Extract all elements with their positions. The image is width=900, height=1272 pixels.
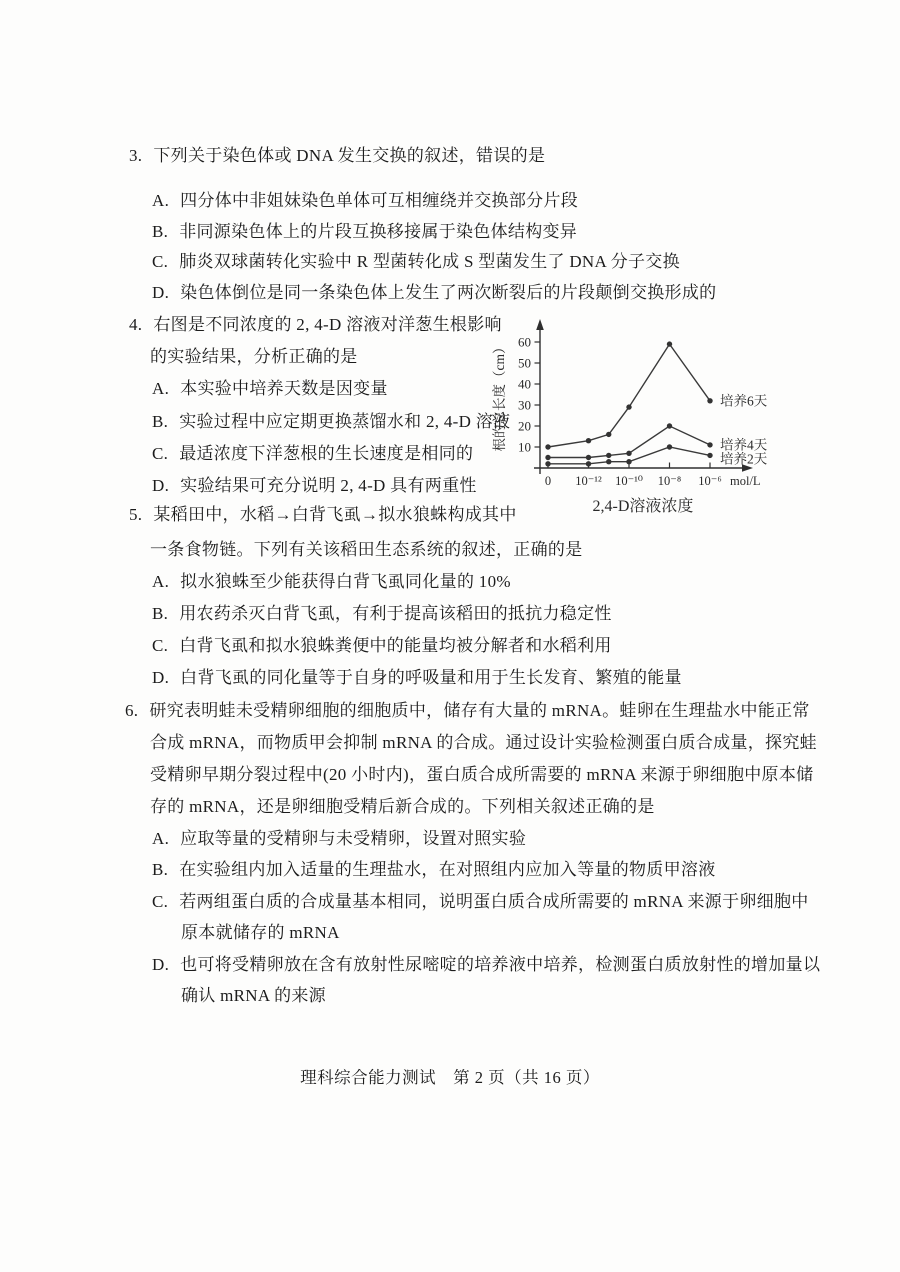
option-text: 非同源染色体上的片段互换移接属于染色体结构变异 xyxy=(179,222,578,241)
data-point xyxy=(545,455,550,460)
option-label: D. xyxy=(152,668,170,687)
x-tick-label: 10⁻¹⁰ xyxy=(615,474,643,488)
data-point xyxy=(606,432,611,437)
question-4-option-d xyxy=(152,476,477,496)
x-tick-label: 10⁻¹² xyxy=(575,474,602,488)
option-text: 拟水狼蛛至少能获得白背飞虱同化量的 10% xyxy=(180,572,511,591)
question-6-option-c-line2: 原本就储存的 mRNA xyxy=(181,923,340,942)
question-5-option-c xyxy=(152,636,612,656)
data-point xyxy=(667,423,672,428)
data-point xyxy=(626,451,631,456)
question-6-option-d xyxy=(152,955,820,975)
option-text: 四分体中非姐妹染色单体可互相缠绕并交换部分片段 xyxy=(180,191,579,210)
option-label: C. xyxy=(152,636,169,655)
question-5-option-b xyxy=(152,604,612,624)
series-label-0: 培养6天 xyxy=(720,393,768,409)
question-3-option-d xyxy=(152,283,716,303)
question-3-number: 3. xyxy=(129,146,143,165)
option-text: 染色体倒位是同一条染色体上发生了两次断裂后的片段颠倒交换形成的 xyxy=(180,283,717,302)
option-label: C. xyxy=(152,444,169,463)
question-6-stem-row xyxy=(125,701,810,721)
option-label: B. xyxy=(152,860,169,879)
data-point xyxy=(586,438,591,443)
question-4-stem-row xyxy=(129,315,502,335)
data-point xyxy=(586,455,591,460)
question-6-option-b xyxy=(152,860,716,880)
data-point xyxy=(626,459,631,464)
option-label: D. xyxy=(152,283,170,302)
question-6-option-a xyxy=(152,829,526,849)
x-axis-title: 2,4-D溶液浓度 xyxy=(592,498,694,515)
question-4-stem-line2: 的实验结果，分析正确的是 xyxy=(150,347,358,366)
data-point xyxy=(707,398,712,403)
series-label-1: 培养4天 xyxy=(720,437,768,453)
option-text: 用农药杀灭白背飞虱，有利于提高该稻田的抵抗力稳定性 xyxy=(179,604,612,623)
question-6-stem-line2: 合成 mRNA，而物质甲会抑制 mRNA 的合成。通过设计实验检测蛋白质合成量，探究蛙 xyxy=(150,733,817,752)
option-text: 应取等量的受精卵与未受精卵，设置对照实验 xyxy=(180,829,527,848)
option-text: 白背飞虱的同化量等于自身的呼吸量和用于生长发育、繁殖的能量 xyxy=(180,668,682,687)
series-label-2: 培养2天 xyxy=(720,451,768,467)
y-tick-label: 10 xyxy=(518,439,531,455)
question-3-option-c xyxy=(152,252,680,272)
option-label: B. xyxy=(152,222,169,241)
data-point xyxy=(586,461,591,466)
option-text: 本实验中培养天数是因变量 xyxy=(180,379,388,398)
question-5-number: 5. xyxy=(129,505,143,524)
question-4-option-a xyxy=(152,379,388,399)
question-3-stem: 下列关于染色体或 DNA 发生交换的叙述，错误的是 xyxy=(153,146,546,165)
option-label: A. xyxy=(152,191,170,210)
option-label: B. xyxy=(152,412,169,431)
y-axis-title: 根的总长度（cm） xyxy=(492,340,507,452)
data-point xyxy=(545,444,550,449)
data-point xyxy=(606,453,611,458)
q4-line-chart xyxy=(490,308,802,520)
question-3-option-b xyxy=(152,222,577,242)
question-4-number: 4. xyxy=(129,315,143,334)
y-tick-label: 60 xyxy=(518,334,531,350)
data-point xyxy=(707,453,712,458)
option-label: C. xyxy=(152,252,169,271)
question-4-option-c xyxy=(152,444,473,464)
question-6-stem-line3: 受精卵早期分裂过程中(20 小时内)，蛋白质合成所需要的 mRNA 来源于卵细胞中原本储 xyxy=(150,765,814,784)
y-axis-arrow-icon xyxy=(536,319,544,330)
question-5-option-a xyxy=(152,572,511,592)
option-label: A. xyxy=(152,379,170,398)
option-text: 白背飞虱和拟水狼蛛粪便中的能量均被分解者和水稻利用 xyxy=(179,636,612,655)
question-4-stem-line1: 右图是不同浓度的 2, 4-D 溶液对洋葱生根影响 xyxy=(153,315,502,334)
question-6-stem-line4: 存的 mRNA，还是卵细胞受精后新合成的。下列相关叙述正确的是 xyxy=(150,797,655,816)
question-6-option-c xyxy=(152,892,809,912)
chart-svg xyxy=(490,308,802,520)
y-tick-label: 20 xyxy=(518,418,531,434)
question-5-stem-row xyxy=(129,505,517,525)
option-text: 也可将受精卵放在含有放射性尿嘧啶的培养液中培养，检测蛋白质放射性的增加量以 xyxy=(180,955,821,974)
data-point xyxy=(606,459,611,464)
y-tick-label: 30 xyxy=(518,397,531,413)
option-text: 若两组蛋白质的合成量基本相同，说明蛋白质合成所需要的 mRNA 来源于卵细胞中 xyxy=(179,892,809,911)
data-point xyxy=(667,444,672,449)
question-6-option-d-line2: 确认 mRNA 的来源 xyxy=(181,986,326,1005)
option-label: B. xyxy=(152,604,169,623)
y-tick-label: 40 xyxy=(518,376,531,392)
option-text: 实验结果可充分说明 2, 4-D 具有两重性 xyxy=(180,476,477,495)
x-tick-label: 10⁻⁶ xyxy=(698,474,722,488)
question-4-option-b xyxy=(152,412,510,432)
option-label: A. xyxy=(152,572,170,591)
option-text: 在实验组内加入适量的生理盐水，在对照组内应加入等量的物质甲溶液 xyxy=(179,860,716,879)
question-5-option-d xyxy=(152,668,682,688)
data-point xyxy=(667,341,672,346)
option-label: D. xyxy=(152,476,170,495)
data-point xyxy=(707,442,712,447)
data-point xyxy=(626,404,631,409)
x-unit-label: mol/L xyxy=(730,474,761,488)
option-text: 最适浓度下洋葱根的生长速度是相同的 xyxy=(179,444,474,463)
page-footer: 理科综合能力测试 第 2 页（共 16 页） xyxy=(300,1068,600,1087)
question-6-number: 6. xyxy=(125,701,139,720)
question-3-option-a xyxy=(152,191,578,211)
question-3-stem-row xyxy=(129,146,545,166)
x-tick-label: 10⁻⁸ xyxy=(657,474,682,488)
option-text: 肺炎双球菌转化实验中 R 型菌转化成 S 型菌发生了 DNA 分子交换 xyxy=(179,252,680,271)
question-5-stem-line2: 一条食物链。下列有关该稻田生态系统的叙述，正确的是 xyxy=(150,540,583,559)
option-label: D. xyxy=(152,955,170,974)
y-tick-label: 50 xyxy=(518,355,531,371)
question-5-stem-line1: 某稻田中，水稻→白背飞虱→拟水狼蛛构成其中 xyxy=(153,505,517,524)
x-tick-label: 0 xyxy=(544,474,552,488)
series-line-0 xyxy=(548,344,710,447)
data-point xyxy=(545,461,550,466)
option-label: C. xyxy=(152,892,169,911)
option-text: 实验过程中应定期更换蒸馏水和 2, 4-D 溶液 xyxy=(179,412,511,431)
option-label: A. xyxy=(152,829,170,848)
question-6-stem-line1: 研究表明蛙未受精卵细胞的细胞质中，储存有大量的 mRNA。蛙卵在生理盐水中能正常 xyxy=(149,701,810,720)
